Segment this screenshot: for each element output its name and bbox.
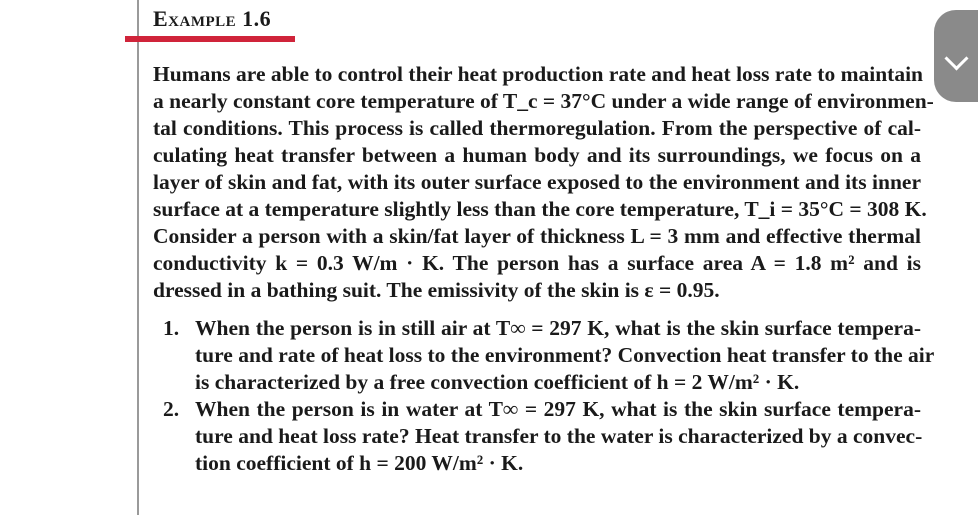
example-heading	[153, 6, 271, 32]
paragraph-line: layer of skin and fat, with its outer surface exposed to the environment and its inner	[153, 170, 921, 194]
paragraph-line: Consider a person with a skin/fat layer of thickness L = 3 mm and effective thermal	[153, 224, 921, 248]
question-line: tion coefficient of h = 200 W/m² · K.	[195, 451, 524, 475]
question-line: When the person is in water at T∞ = 297 K, what is the skin surface tempera-	[195, 397, 921, 421]
paragraph-line: culating heat transfer between a human body and its surroundings, we focus on a	[153, 143, 921, 167]
paragraph-line: dressed in a bathing suit. The emissivity of the skin is ε = 0.95.	[153, 278, 720, 302]
chevron-down-icon	[944, 46, 968, 70]
example-word: Example	[153, 6, 237, 31]
paragraph-line: tal conditions. This process is called thermoregulation. From the perspective of cal-	[153, 116, 921, 140]
question-list	[163, 315, 935, 477]
page-nav-tab[interactable]	[934, 10, 978, 102]
question-item	[163, 396, 921, 477]
paragraph-line: conductivity k = 0.3 W/m · K. The person has a surface area A = 1.8 m² and is	[153, 251, 921, 275]
question-number: 1.	[163, 316, 180, 340]
margin-rule	[137, 0, 139, 515]
question-number: 2.	[163, 397, 180, 421]
question-item	[163, 315, 935, 396]
question-line: ture and rate of heat loss to the environment? Convection heat transfer to the air	[195, 343, 935, 367]
heading-accent-bar	[125, 36, 295, 42]
question-line: ture and heat loss rate? Heat transfer to the water is characterized by a convec-	[195, 424, 923, 448]
paragraph-line: surface at a temperature slightly less than the core temperature, T_i = 35°C = 308 K.	[153, 197, 927, 221]
paragraph-line: a nearly constant core temperature of T_c = 37°C under a wide range of environmen-	[153, 89, 934, 113]
example-number: 1.6	[242, 6, 272, 31]
question-line: When the person is in still air at T∞ = 297 K, what is the skin surface tempera-	[195, 316, 921, 340]
paragraph-line: Humans are able to control their heat production rate and heat loss rate to maintain	[153, 62, 924, 86]
problem-paragraph	[153, 61, 934, 304]
question-line: is characterized by a free convection coefficient of h = 2 W/m² · K.	[195, 370, 800, 394]
